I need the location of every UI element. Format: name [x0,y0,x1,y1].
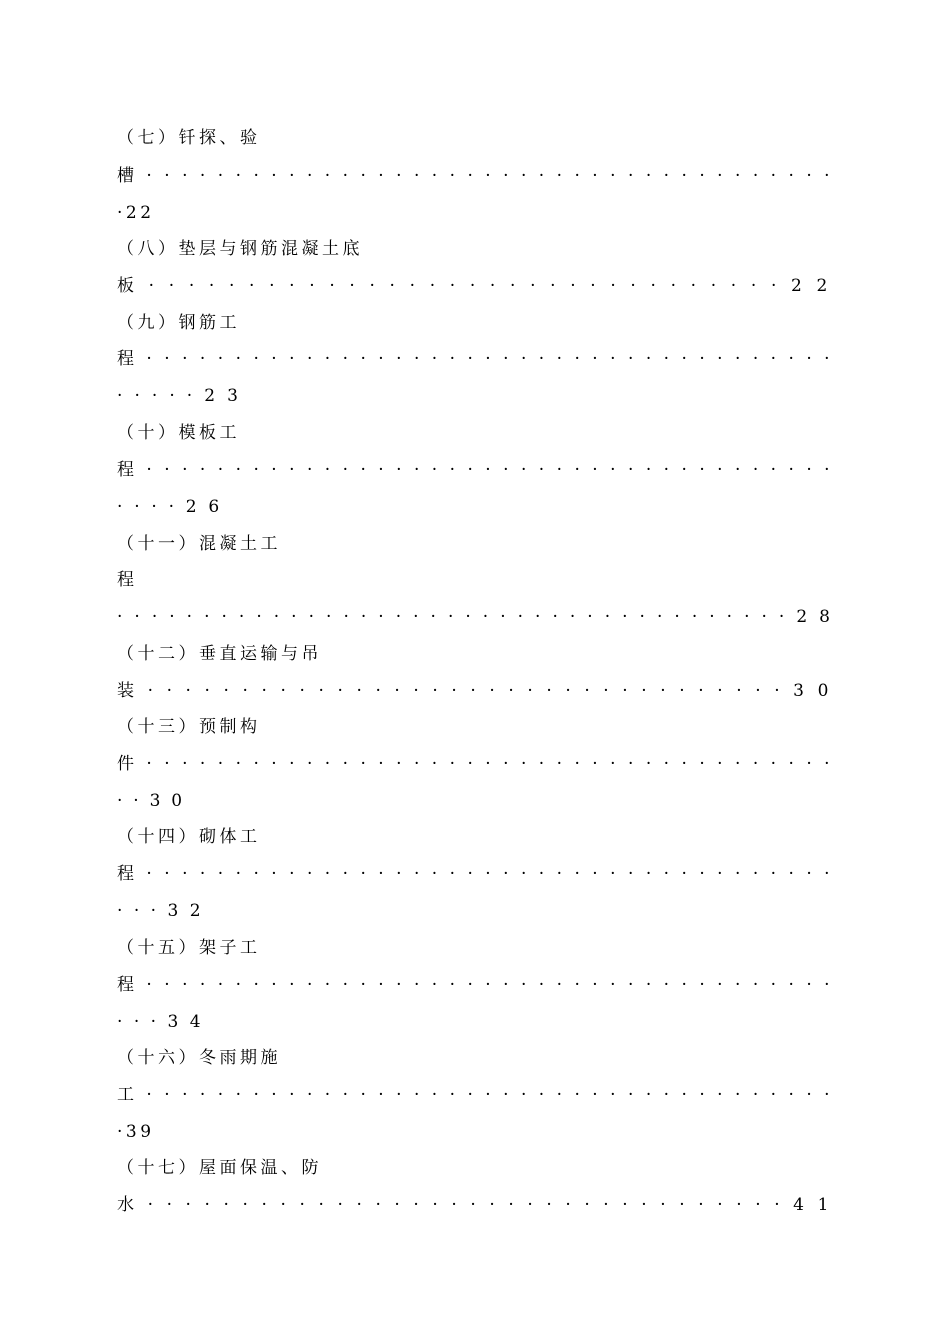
toc-heading-15: （十五）架子工 [117,938,261,958]
toc-page-number: ····26 [117,497,231,517]
toc-heading-11: （十一）混凝土工 [117,534,281,554]
toc-heading-13: （十三）预制构 [117,717,261,737]
toc-leader-line: 程······································· [117,460,842,480]
toc-leader-line: 装··································30 [117,681,842,701]
toc-page-number: ·22 [117,203,155,223]
toc-leader-line: 程 [117,570,138,590]
toc-heading-10: （十）模板工 [117,423,240,443]
toc-leader-line: 件······································· [117,754,842,774]
toc-leader-line: 工······································· [117,1085,842,1105]
toc-page-number: ··30 [117,791,193,811]
toc-heading-8: （八）垫层与钢筋混凝土底 [117,239,363,259]
toc-leader-line: 槽······································· [117,166,842,186]
toc-page-number: ···34 [117,1012,212,1032]
toc-page-number: ···32 [117,901,212,921]
toc-leader-line: 板································22 [117,276,842,296]
toc-heading-9: （九）钢筋工 [117,313,240,333]
toc-leader-line: 程······································· [117,864,842,884]
toc-leader-line: 程······································· [117,349,842,369]
toc-heading-17: （十七）屋面保温、防 [117,1158,322,1178]
toc-heading-12: （十二）垂直运输与吊 [117,644,322,664]
toc-heading-14: （十四）砌体工 [117,827,261,847]
toc-leader-line: 水··································41 [117,1195,842,1215]
toc-heading-7: （七）钎探、验 [117,128,261,148]
toc-leader-line: 程······································· [117,975,842,995]
toc-heading-16: （十六）冬雨期施 [117,1048,281,1068]
toc-page-number: ·······································28 [117,607,842,627]
toc-page-number: ·····23 [117,386,250,406]
toc-page-number: ·39 [117,1122,155,1142]
